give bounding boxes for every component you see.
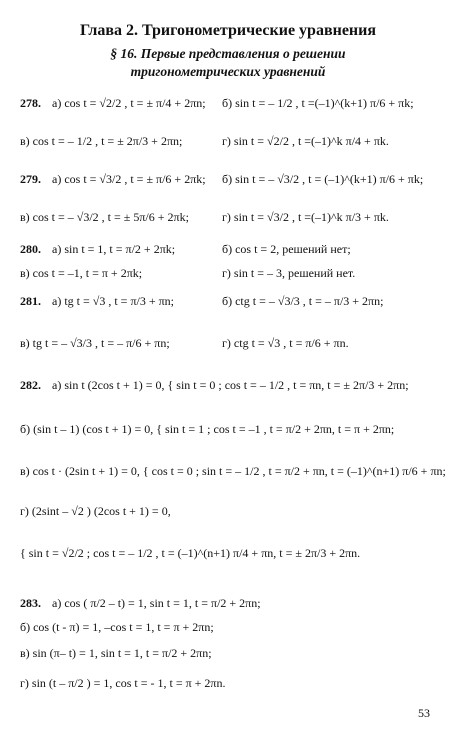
problem-281-g: г) ctg t = √3 , t = π/6 + πn. xyxy=(222,336,349,350)
problem-281-b: б) ctg t = – √3/3 , t = – π/3 + 2πn; xyxy=(222,294,384,308)
problem-283-a: а) cos ( π/2 – t) = 1, sin t = 1, t = π/2 + 2πn; xyxy=(52,596,261,610)
problem-282-number: 282. xyxy=(20,378,41,392)
problem-279-a: а) cos t = √3/2 , t = ± π/6 + 2πk; xyxy=(52,172,206,186)
problem-281-number: 281. xyxy=(20,294,41,308)
problem-279-v: в) cos t = – √3/2 , t = ± 5π/6 + 2πk; xyxy=(20,210,189,224)
chapter-title: Глава 2. Тригонометрические уравнения xyxy=(79,22,377,39)
problem-278-a: а) cos t = √2/2 , t = ± π/4 + 2πn; xyxy=(52,96,206,110)
problem-278-v: в) cos t = – 1/2 , t = ± 2π/3 + 2πn; xyxy=(20,134,183,148)
problem-280-number: 280. xyxy=(20,242,41,256)
problem-283-g: г) sin (t – π/2 ) = 1, cos t = - 1, t = π + 2πn. xyxy=(20,676,226,690)
section-title-line2: тригонометрических уравнений xyxy=(130,64,326,79)
problem-279-g: г) sin t = √3/2 , t =(–1)^k π/3 + πk. xyxy=(222,210,389,224)
problem-282-g2: { sin t = √2/2 ; cos t = – 1/2 , t = (–1)^(n+1) π/4 + πn, t = ± 2π/3 + 2πn. xyxy=(20,546,361,560)
problem-282-a: а) sin t (2cos t + 1) = 0, { sin t = 0 ; cos t = – 1/2 , t = πn, t = ± 2π/3 + 2πn; xyxy=(52,378,409,392)
problem-279-number: 279. xyxy=(20,172,41,186)
problem-281-v: в) tg t = – √3/3 , t = – π/6 + πn; xyxy=(20,336,170,350)
problem-278-g: г) sin t = √2/2 , t =(–1)^k π/4 + πk. xyxy=(222,134,389,148)
problem-278-b: б) sin t = – 1/2 , t =(–1)^(k+1) π/6 + πk; xyxy=(222,96,414,110)
problem-283-number: 283. xyxy=(20,596,41,610)
problem-281-a: а) tg t = √3 , t = π/3 + πn; xyxy=(52,294,174,308)
section-title-line1: § 16. Первые представления о решении xyxy=(110,46,346,61)
page-number: 53 xyxy=(418,706,430,720)
problem-280-v: в) cos t = –1, t = π + 2πk; xyxy=(20,266,143,280)
problem-282-v: в) cos t · (2sin t + 1) = 0, { cos t = 0 ; sin t = – 1/2 , t = π/2 + πn, t = (–1)^(n+1) π/6 + πn; xyxy=(20,464,446,478)
problem-278-number: 278. xyxy=(20,96,41,110)
problem-283-v: в) sin (π– t) = 1, sin t = 1, t = π/2 + 2πn; xyxy=(20,646,212,660)
problem-283-b: б) cos (t - π) = 1, –cos t = 1, t = π + 2πn; xyxy=(20,620,214,634)
problem-282-b: б) (sin t – 1) (cos t + 1) = 0, { sin t = 1 ; cos t = –1 , t = π/2 + 2πn, t = π + 2πn; xyxy=(20,422,395,436)
problem-279-b: б) sin t = – √3/2 , t = (–1)^(k+1) π/6 + πk; xyxy=(222,172,424,186)
problem-280-g: г) sin t = – 3, решений нет. xyxy=(222,266,356,280)
problem-282-g1: г) (2sint – √2 ) (2cos t + 1) = 0, xyxy=(20,504,171,518)
problem-280-b: б) cos t = 2, решений нет; xyxy=(222,242,351,256)
problem-280-a: а) sin t = 1, t = π/2 + 2πk; xyxy=(52,242,176,256)
